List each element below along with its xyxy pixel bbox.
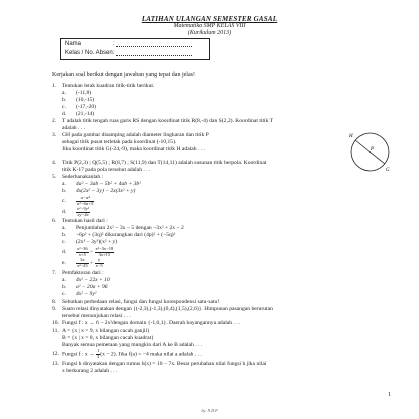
- q7-option-a: a. 4x² − 22x + 10: [62, 277, 110, 283]
- q11-line1: A = {x | x = 9, x bilangan cacah ganjil}: [62, 328, 150, 334]
- class-label: Kelas / No. Absen: [65, 50, 113, 57]
- q2-line1: T adalah titik tengah ruas garis RS dengan koordinat titik R(8,-4) dan S(2,2). Koordinat titik T: [62, 118, 274, 124]
- class-field[interactable]: [116, 49, 192, 56]
- q13-number: 13.: [52, 361, 59, 367]
- name-field[interactable]: [116, 40, 192, 47]
- circle-diagram: [346, 126, 394, 174]
- worksheet-curriculum: (Kurikulum 2013): [187, 30, 232, 36]
- worksheet-subject: Matematika SMP KELAS VIII: [173, 23, 246, 29]
- q5-option-b: b. 4x(2x² − 3y) − 2x(3x² + y): [62, 188, 136, 194]
- q5-option-d: d. $\frac{\text{x²−9y²}}{xy-4x}$: [62, 206, 89, 217]
- q2-number: 2.: [52, 118, 57, 124]
- page-number: 1: [388, 392, 391, 398]
- q9-line2: tersebut menunjukan relasi . . .: [62, 313, 131, 319]
- q1-option-b: b. (10,-15): [62, 97, 95, 103]
- q3-line2: sebagai titik pusat terletak pada koordinat (-10,15).: [62, 139, 177, 145]
- q5-number: 5.: [52, 174, 57, 180]
- q3-line3: Jika koordinat titik G(-24,-9), maka koordinat titik H adalah . . .: [62, 146, 205, 152]
- q13-line2: x berkurang 2 adalah . . .: [62, 368, 118, 374]
- q12-number: 12.: [52, 351, 59, 357]
- q7-text: Pemfaktoran dari :: [62, 270, 104, 276]
- q3-line1: GH pada gambar disamping adalah diameter lingkaran dan titik P: [62, 132, 209, 138]
- q9-line1: Suatu relasi dinyatakan dengan {(-2,3),(-1,3),(0,4),(1,5),(2,6)}. Himpunan pasangan berurutan: [62, 306, 273, 312]
- name-label: Nama: [65, 41, 82, 48]
- q10-number: 10.: [52, 320, 59, 326]
- q5-text: Sederhanakanlah :: [62, 174, 104, 180]
- q6-text: Tentukan hasil dari :: [62, 218, 108, 224]
- label-p: P: [371, 147, 375, 152]
- class-separator: :: [113, 50, 115, 57]
- q11-number: 11.: [52, 328, 59, 334]
- name-row: [65, 40, 192, 48]
- q1-option-a: a. (-11,8): [62, 90, 92, 96]
- q1-option-d: d. (21,-14): [62, 111, 95, 117]
- q10-text: Fungsi f : x → 6 − 2x²dengan domain {-1,0,1}. Daerah bayangannya adalah . . .: [62, 320, 241, 326]
- q12-text: Fungsi f : x → $\frac{1}{3}$ (x − 2). Jika f(a) = −4 maka nilai a adalah . . .: [62, 348, 202, 359]
- q6-option-e: e. $\frac{3x}{\text{x²−25}}$ + $\frac{y}{x-5}$: [62, 257, 103, 268]
- q5c-denominator: a²−6a+5: [77, 200, 94, 206]
- q1-text: Tentukan letak kuadran titik-titik berikut.: [62, 83, 155, 89]
- footer-author: by: N.D.P: [201, 408, 218, 413]
- q5d-numerator: x²−9y²: [77, 206, 89, 211]
- q7-number: 7.: [52, 270, 57, 276]
- q4-line2: titik K-17 pada pola tersebut adalah . . .: [62, 167, 151, 173]
- q4-line1: Titik P(2,3) ; Q(5,5) ; R(8,7) ; S(11,9) dan T(14,11) adalah susunan titik berpola. Koordinat: [62, 160, 267, 166]
- q7-option-c: c. 4x² − 9y²: [62, 291, 97, 297]
- q6-option-b: b. −6p² + (3q)² dikurangkan dari (4p)² + (−5q)²: [62, 232, 176, 238]
- q1-number: 1.: [52, 83, 57, 89]
- student-identity-box: [60, 38, 210, 60]
- class-row: [65, 49, 192, 57]
- q11-line2: B = {x | x = 8, x bilangan cacah kuadrat}: [62, 335, 154, 341]
- label-h: H: [349, 134, 353, 139]
- label-g: G: [386, 168, 390, 173]
- q4-number: 4.: [52, 160, 57, 166]
- q1-option-c: c. (-17,-20): [62, 104, 97, 110]
- q13-line1: Fungsi h dinyatakan dengan rumus h(x) = 10 − 7x. Besar perubahan nilai fungsi h jika nilai: [62, 361, 267, 367]
- q5d-denominator: xy−4x: [77, 211, 89, 217]
- worksheet-title: LATIHAN ULANGAN SEMESTER GASAL: [141, 15, 278, 23]
- q5c-numerator: a−a⁴: [76, 196, 94, 202]
- q6-option-d: d. $\frac{\text{x²−36}}{x+5}$ ÷ $\frac{\text{x²−3x−18}}{3x+15}$: [62, 246, 114, 257]
- q6-option-a: a. Penjumlahan 2x² − 3x − 5 dengan −3x² + 2x − 2: [62, 225, 184, 231]
- q5-option-c: c. $\frac{\text{a−a⁴}}{\text{a²−6a+5}}$: [62, 195, 94, 206]
- name-separator: :: [113, 41, 115, 48]
- q6-option-c: c. (2x³ − 3y²)(x² + y): [62, 239, 118, 245]
- q8-text: Sebutkan perbedaan relasi, fungsi dan fungsi korespondensi satu-satu!: [62, 299, 220, 305]
- q7-option-b: b. a² − 20a + 96: [62, 284, 108, 290]
- q11-line3: Banyak semua pemetaan yang mungkin dari A ke B adalah . . .: [62, 342, 203, 348]
- q9-number: 9.: [52, 306, 57, 312]
- q8-number: 8.: [52, 299, 57, 305]
- q5-option-a: a. 4a² − 3ab − 5b² + 4ab + 3b²: [62, 181, 141, 187]
- instruction: Kerjakan soal berikut dengan jawaban yang tepat dan jelas!: [52, 72, 195, 78]
- q3-number: 3.: [52, 132, 57, 138]
- q2-line2: adalah . . .: [62, 125, 85, 131]
- q6-number: 6.: [52, 218, 57, 224]
